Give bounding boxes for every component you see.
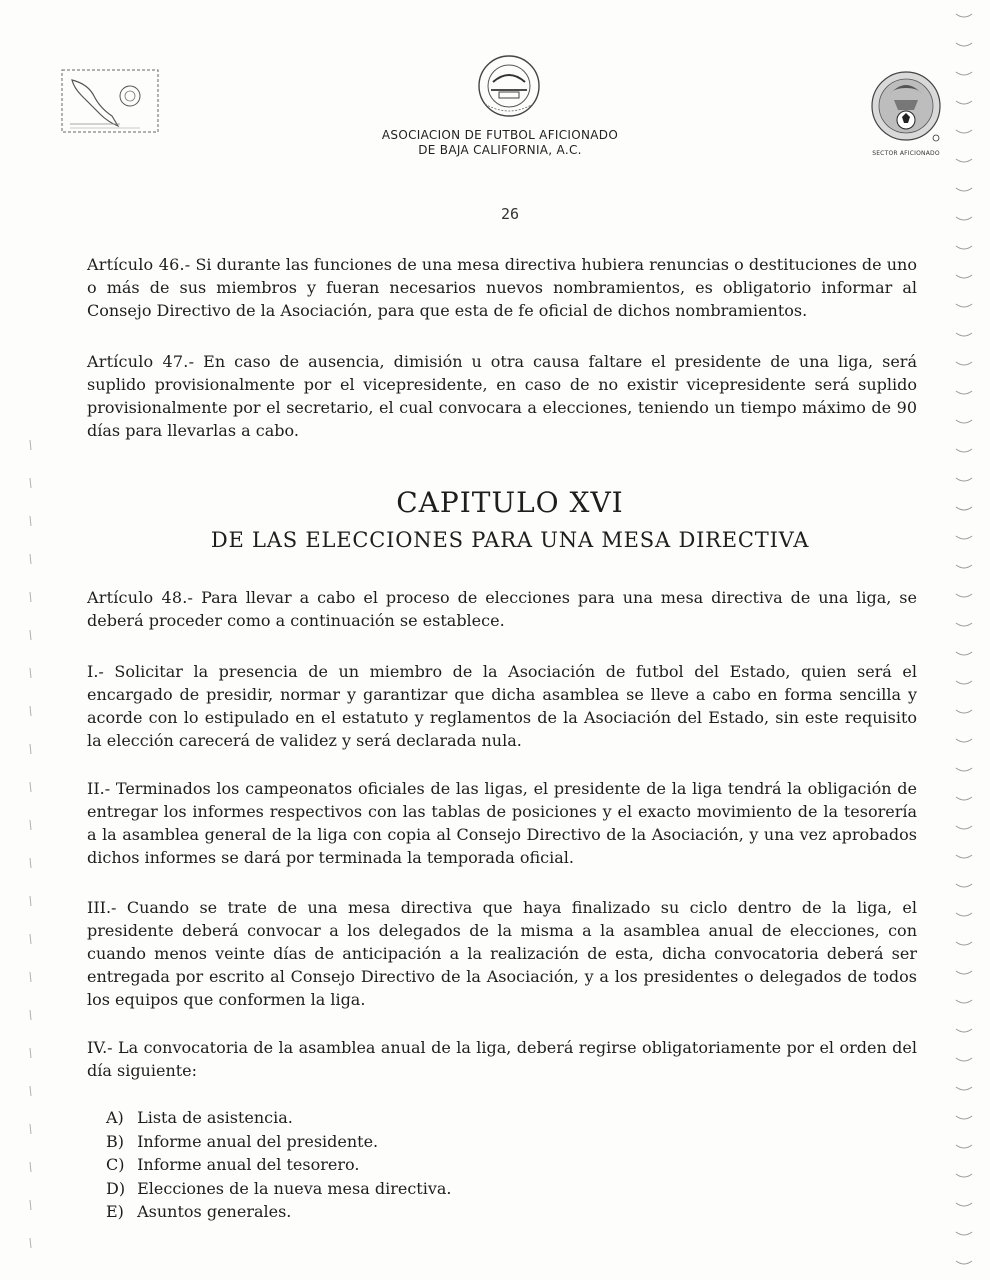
scan-mark [30,440,31,450]
binder-mark [956,420,972,423]
list-item-letter: B) [106,1131,124,1151]
binder-mark [956,942,972,945]
mexico-crest-logo [866,66,946,146]
binder-mark [956,275,972,278]
page-number: 26 [500,205,520,223]
binder-mark [956,217,972,220]
binder-mark [956,826,972,829]
binder-mark [956,565,972,568]
list-item-text: Informe anual del presidente. [137,1131,379,1151]
organization-name [340,128,660,158]
section-i [87,660,917,752]
org-line-1: ASOCIACION DE FUTBOL AFICIONADO [381,128,619,142]
scan-mark [30,706,31,716]
binder-mark [956,507,972,510]
scan-mark [30,1010,31,1020]
binder-mark [956,1261,972,1264]
federation-emblem-logo [463,52,555,120]
section-ii [87,777,917,869]
binder-mark [956,681,972,684]
binder-mark [956,1000,972,1003]
list-item [106,1130,606,1154]
scan-mark [30,896,31,906]
binder-mark [956,1116,972,1119]
scan-mark [30,1162,31,1172]
scan-mark [30,1124,31,1134]
binder-mark [956,652,972,655]
map-stamp-logo [60,66,160,138]
binder-mark [956,101,972,104]
binder-mark [956,43,972,46]
binder-mark [956,130,972,133]
chapter-subtitle: DE LAS ELECCIONES PARA UNA MESA DIRECTIVA [210,528,810,552]
binder-mark [956,536,972,539]
scan-mark [30,744,31,754]
binder-mark [956,159,972,162]
section-iii-text: Cuando se trate de una mesa directiva que haya finalizado su ciclo dentro de la liga, el presidente deberá convocar a los delegados de la misma a la asamblea anual de elecciones, con cuando menos veinte días de anticipación a la realización de esta, dicha convocatoria deberá ser entregada por escrito al Consejo Directivo de la Asociación, y a los presidentes o delegados de todos los equipos que conformen la liga. [87,898,918,1009]
list-item-text: Asuntos generales. [137,1202,292,1221]
scan-mark [30,516,31,526]
binder-mark [956,391,972,394]
section-iii [87,896,917,1011]
binder-mark [956,362,972,365]
binder-mark [956,188,972,191]
binder-mark [956,1058,972,1061]
binder-mark [956,594,972,597]
scan-mark [30,554,31,564]
section-i-text: Solicitar la presencia de un miembro de la Asociación de futbol del Estado, quien será el encargado de presidir, normar y garantizar que dicha asamblea se lleve a cabo en forma sencilla y acorde con lo estipulado en el estatuto y reglamentos de la Asociación del Estado, sin este requisito la elección carecerá de validez y será declarada nula. [87,662,917,750]
binder-mark [956,333,972,336]
binder-mark [956,1203,972,1206]
chapter-title: CAPITULO XVI [396,486,624,519]
list-item-letter: A) [106,1108,124,1127]
scan-mark [30,820,31,830]
binder-mark [956,913,972,916]
binder-mark [956,884,972,887]
section-i-label: I.- [87,662,104,681]
crest-caption: SECTOR AFICIONADO [872,150,940,157]
list-item-letter: E) [106,1202,124,1221]
scan-mark [30,630,31,640]
scan-mark [30,478,31,488]
list-item-text: Lista de asistencia. [137,1108,293,1127]
binder-mark [956,623,972,626]
article-46-text: Si durante las funciones de una mesa directiva hubiera renuncias o destituciones de uno o más de sus miembros y fueran necesarios nuevos nombramientos, es obligatorio informar al Consejo Directivo de la Asociación, para que esta de fe oficial de dichos nombramientos. [87,255,917,320]
article-48-text: Para llevar a cabo el proceso de elecciones para una mesa directiva de una liga, se deberá proceder como a continuación se establece. [87,588,917,630]
binder-mark [956,72,972,75]
list-item [106,1153,606,1177]
scan-mark [30,1238,31,1248]
list-item [106,1200,606,1224]
article-48 [87,586,917,632]
binder-mark [956,1145,972,1148]
section-iv-label: IV.- [87,1038,113,1057]
binder-margin-marks [950,0,980,1280]
article-47 [87,350,917,442]
binder-mark [956,449,972,452]
article-47-label: Artículo 47.- [87,352,195,371]
org-line-2: DE BAJA CALIFORNIA, A.C. [418,143,582,157]
binder-mark [956,1174,972,1177]
binder-mark [956,1087,972,1090]
list-item-text: Informe anual del tesorero. [137,1155,360,1174]
section-ii-label: II.- [87,779,111,798]
list-item-letter: C) [106,1155,125,1174]
scan-mark [30,858,31,868]
binder-mark [956,1232,972,1235]
binder-mark [956,246,972,249]
scan-mark [30,782,31,792]
agenda-list [106,1106,606,1224]
scan-mark [30,1048,31,1058]
binder-mark [956,1029,972,1032]
list-item-letter: D) [106,1178,126,1198]
binder-mark [956,478,972,481]
binder-mark [956,739,972,742]
scan-mark [30,592,31,602]
binder-mark [956,855,972,858]
binder-mark [956,304,972,307]
binder-mark [956,14,972,17]
list-item [106,1106,606,1130]
binder-mark [956,797,972,800]
section-ii-text: Terminados los campeonatos oficiales de las ligas, el presidente de la liga tendrá la obligación de entregar los informes respectivos con las tablas de posiciones y el exacto movimiento de la tesorería a la asamblea general de la liga con copia al Consejo Directivo de la Asociación, y una vez aprobados dichos informes se dará por terminada la temporada oficial. [87,779,917,867]
scan-mark [30,934,31,944]
article-47-text: En caso de ausencia, dimisión u otra causa faltare el presidente de una liga, será suplido provisionalmente por el vicepresidente, en caso de no existir vicepresidente será suplido provisionalmente por el secretario, el cual convocara a elecciones, teniendo un tiempo máximo de 90 días para llevarlas a cabo. [87,352,917,440]
list-item [106,1177,606,1201]
article-48-label: Artículo 48.- [87,588,194,607]
binder-mark [956,768,972,771]
section-iii-label: III.- [87,898,117,917]
section-iv [87,1036,917,1082]
list-item-text: Elecciones de la nueva mesa directiva. [137,1178,452,1198]
article-46 [87,253,917,322]
article-46-label: Artículo 46.- [87,255,191,274]
left-scan-marks [20,0,40,1280]
scan-mark [30,1200,31,1210]
section-iv-text: La convocatoria de la asamblea anual de la liga, deberá regirse obligatoriamente por el orden del día siguiente: [87,1038,918,1080]
scan-mark [30,972,31,982]
scan-mark [30,668,31,678]
binder-mark [956,710,972,713]
binder-mark [956,971,972,974]
scan-mark [30,1086,31,1096]
